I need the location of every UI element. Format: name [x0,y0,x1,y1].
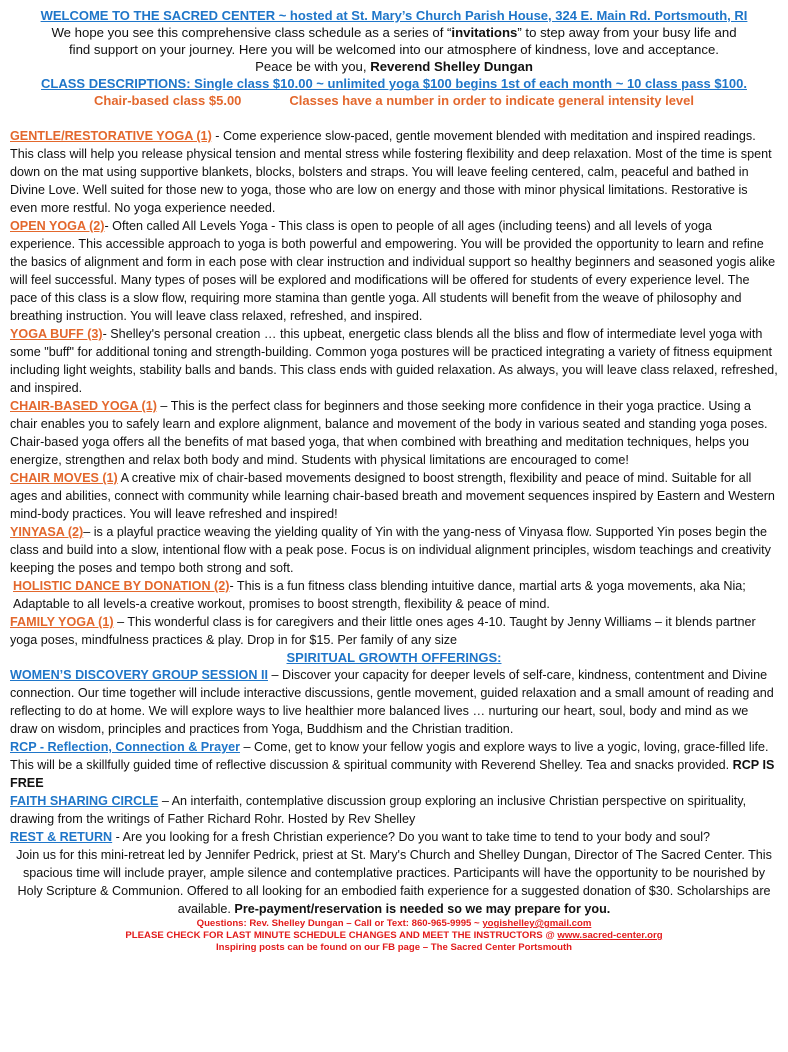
class-title: CHAIR MOVES (1) [10,471,118,485]
offering-rcp: RCP - Reflection, Connection & Prayer – Come, get to know your fellow yogis and explore ways to live a yogic, loving, grace-filled life. This will be a skillfully guided time of reflective discussion & spiritual community with Reverend Shelley. Tea and snacks provided. RCP IS FREE [10,740,775,790]
class-yoga-buff: YOGA BUFF (3)- Shelley's personal creation … this upbeat, energetic class blends all the bliss and flow of intermediate level yoga with some "buff" for additional toning and strength-building. Common yoga postures will be practiced integrating a variety of fitness equipment including light weights, stability balls and bands. This class ends with guided relaxation. As always, you will leave class relaxed, refreshed, and inspired. [10,327,778,395]
spiritual-offerings [10,666,778,918]
rest-return-details: Join us for this mini-retreat led by Jennifer Pedrick, priest at St. Mary's Church and Shelley Dungan, Director of The Sacred Center. This spacious time will include prayer, ample silence and contemplative practices. Participants will have the opportunity to be nourished by Holy Scripture & Communion. Offered to all looking for an embodied faith experience for a suggested donation of $30. Scholarships are available. Pre-payment/reservation is needed so we may prepare for you. [16,848,772,916]
intensity-note: Classes have a number in order to indicate general intensity level [289,93,694,108]
class-open-yoga: OPEN YOGA (2)- Often called All Levels Yoga - This class is open to people of all ages (including teens) and all levels of yoga experience. This accessible approach to yoga is both powerful and empowering. You will be provided the opportunity to learn and refine the basics of alignment and form in each pose with clear instruction and individual support so healthy beginners and seasoned yogis alike will feel successful. Many types of poses will be explored and modifications will be offered for students of every experience level. The pace of this class is a slow flow, requiring more stamina than gentle yoga. All students will benefit from the weave of philosophy and breathing instruction. You will leave class relaxed, refreshed, and inspired. [10,219,776,323]
offering-title: REST & RETURN [10,830,113,844]
class-holistic-dance: HOLISTIC DANCE BY DONATION (2)- This is a fun fitness class blending intuitive dance, martial arts & yoga movements, aka Nia; Adaptable to all levels-a creative workout, promises to boost strength, flexibility & peace of mind. [13,579,746,611]
class-title: YINYASA (2) [10,525,84,539]
intro-line-3: Peace be with you, Reverend Shelley Dungan [255,59,533,74]
intro-line-2: find support on your journey. Here you will be welcomed into our atmosphere of kindness, love and acceptance. [69,42,719,57]
footer-facebook: Inspiring posts can be found on our FB page – The Sacred Center Portsmouth [215,942,573,953]
intro-line-1: We hope you see this comprehensive class schedule as a series of “invitations” to step away from your busy life and [51,25,737,40]
offering-rest-return: REST & RETURN - Are you looking for a fresh Christian experience? Do you want to take time to tend to your body and soul? [10,830,710,844]
invitations-word: invitations [451,25,518,40]
offering-title: WOMEN’S DISCOVERY GROUP SESSION II [10,668,268,682]
intro-paragraph [10,24,778,75]
footer-schedule-changes: PLEASE CHECK FOR LAST MINUTE SCHEDULE CHANGES AND MEET THE INSTRUCTORS @ www.sacred-center.org [125,930,663,941]
class-title: FAMILY YOGA (1) [10,615,114,629]
footer-contact [10,918,778,954]
class-yinyasa: YINYASA (2)– is a playful practice weaving the yielding quality of Yin with the yang-ness of Vinyasa flow. Supported Yin poses begin the class and build into a slow, intentional flow with a peak pose. Focus is on individual alignment principles, wisdom teachings and creativity keeping the poses and tempo both strong and soft. [10,525,771,575]
class-gentle-restorative: GENTLE/RESTORATIVE YOGA (1) - Come experience slow-paced, gentle movement blended with meditation and inspired readings. This class will help you release physical tension and mental stress while fostering flexibility and deep relaxation. Most of the time is spent down on the mat using supportive blankets, blocks, bolsters and straps. You will leave feeling centered, calm, peaceful and bathed in Divine Love. Well suited for those new to yoga, those who are low on energy and those with minor physical limitations. Restorative is even more restful. No yoga experience needed. [10,129,772,215]
pricing-subline [10,92,778,109]
rcp-free-note: RCP IS FREE [10,758,775,790]
footer-questions: Questions: Rev. Shelley Dungan – Call or Text: 860-965-9995 ~ yogishelley@gmail.com [196,918,592,929]
class-chair-moves: CHAIR MOVES (1) A creative mix of chair-based movements designed to boost strength, flexibility and peace of mind. Suitable for all ages and abilities, connect with community while learning chair-based breath and movement sequences inspired by Eastern and Western mind-body practices. You will leave refreshed and inspired! [10,471,775,521]
offering-faith-sharing: FAITH SHARING CIRCLE – An interfaith, contemplative discussion group exploring an inclusive Christian perspective on spirituality, drawing from the writings of Father Richard Rohr. Hosted by Rev Shelley [10,794,747,826]
class-title: GENTLE/RESTORATIVE YOGA (1) [10,129,212,143]
class-family-yoga: FAMILY YOGA (1) – This wonderful class is for caregivers and their little ones ages 4-10. Taught by Jenny Williams – it blends partner yoga poses, mindfulness practices & play. Drop in for $15. Per family of any size [10,615,756,647]
offering-title: RCP - Reflection, Connection & Prayer [10,740,240,754]
welcome-title: WELCOME TO THE SACRED CENTER ~ hosted at St. Mary’s Church Parish House, 324 E. Main Rd. Portsmouth, RI [40,8,748,23]
offering-womens-discovery: WOMEN’S DISCOVERY GROUP SESSION II – Discover your capacity for deeper levels of self-care, kindness, contentment and Divine connection. Our time together will include interactive discussions, gentle movement, guided relaxation and a small amount of reading and reflecting to do at home. We will explore ways to live healthier more balanced lives … nurturing our heart, soul, body and mind as we draw on wisdom, principles and practices from Yoga, Buddhism and the Christian tradition. [10,668,774,736]
website-link[interactable]: www.sacred-center.org [557,930,663,941]
class-title: CHAIR-BASED YOGA (1) [10,399,157,413]
prepayment-note: Pre-payment/reservation is needed so we may prepare for you. [234,902,611,916]
email-link[interactable]: yogishelley@gmail.com [482,918,592,929]
chair-price: Chair-based class $5.00 [93,93,242,108]
class-list [10,127,778,649]
spiritual-growth-heading: SPIRITUAL GROWTH OFFERINGS: [286,650,502,665]
class-title: HOLISTIC DANCE BY DONATION (2) [13,579,230,593]
reverend-name: Reverend Shelley Dungan [370,59,533,74]
class-chair-based-yoga: CHAIR-BASED YOGA (1) – This is the perfect class for beginners and those seeking more confidence in their yoga practice. Using a chair enables you to safely learn and explore alignment, balance and movement of the body in various seated and standing yoga poses. Chair-based yoga offers all the benefits of mat based yoga, that when combined with breathing and meditation techniques, helps you energize, strengthen and relax both body and mind. Students with physical limitations are encouraged to come! [10,399,768,467]
class-descriptions-pricing: CLASS DESCRIPTIONS: Single class $10.00 ~ unlimited yoga $100 begins 1st of each month ~ 10 class pass $100. [41,76,747,91]
offering-title: FAITH SHARING CIRCLE [10,794,159,808]
class-title: OPEN YOGA (2) [10,219,105,233]
class-title: YOGA BUFF (3) [10,327,103,341]
